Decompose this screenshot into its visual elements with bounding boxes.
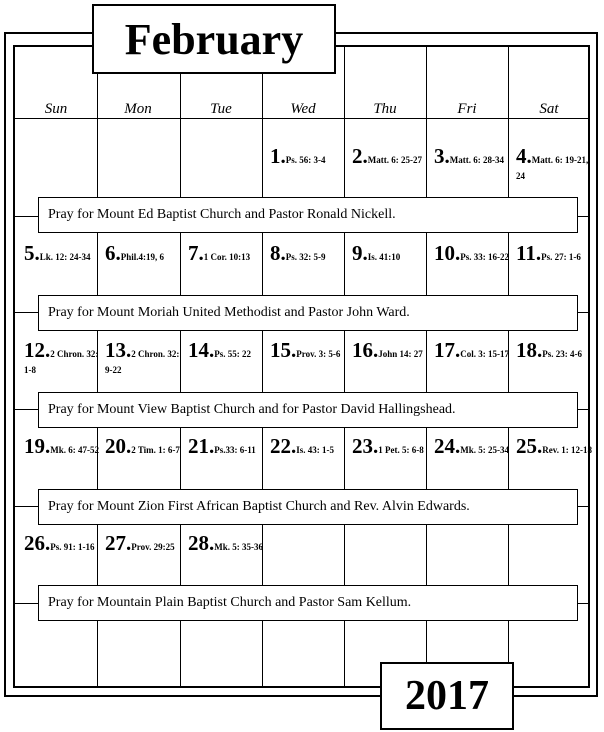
day-cell [516,340,596,361]
day-number: 15 [270,338,291,362]
scripture-reference: Phil.4:19, 6 [120,252,165,262]
day-number: 14 [188,338,209,362]
year-title: 2017 [380,662,514,730]
day-number: 2 [352,144,363,168]
day-separator: . [280,144,286,168]
day-separator: . [209,338,215,362]
day-separator: . [535,241,542,265]
day-cell [24,533,104,554]
day-cell [516,243,596,264]
scripture-reference: Prov. 3: 5-6 [296,349,341,359]
day-number: 11 [516,241,536,265]
day-cell [105,533,185,554]
prayer-banner-week-2: Pray for Mount Moriah United Methodist and Pastor John Ward. [38,295,578,331]
day-separator: . [455,241,461,265]
day-number: 17 [434,338,455,362]
scripture-reference: Ps. 27: 1-6 [541,252,581,262]
day-cell [188,340,268,361]
day-number: 13 [105,338,126,362]
day-number: 25 [516,434,537,458]
weekday-wed: Wed [290,101,316,117]
scripture-reference: Mk. 5: 35-36 [214,542,263,552]
day-number: 1 [270,144,281,168]
day-separator: . [280,241,286,265]
day-separator: . [362,241,368,265]
weekday-fri: Fri [457,101,477,117]
day-separator: . [198,241,204,265]
day-number: 26 [24,531,45,555]
day-number: 10 [434,241,455,265]
day-separator: . [209,531,215,555]
day-number: 16 [352,338,373,362]
weekday-sat: Sat [539,101,559,117]
day-cell [105,243,185,264]
weekday-sun: Sun [44,101,68,117]
day-separator: . [444,144,450,168]
weekday-mon: Mon [124,101,152,117]
scripture-reference: 1 Pet. 5: 6-8 [378,445,424,455]
scripture-reference: 2 Tim. 1: 6-7 [131,445,180,455]
day-cell [188,436,268,457]
day-number: 3 [434,144,445,168]
day-cell [24,340,104,377]
day-separator: . [362,144,368,168]
day-cell [352,340,432,361]
day-cell [24,243,104,264]
day-separator: . [291,338,297,362]
day-cell [516,146,596,183]
scripture-reference: Ps. 32: 5-9 [285,252,326,262]
day-separator: . [126,338,132,362]
day-separator: . [45,338,51,362]
day-separator: . [537,338,543,362]
prayer-banner-week-3: Pray for Mount View Baptist Church and for Pastor David Hallingshead. [38,392,578,428]
day-number: 24 [434,434,455,458]
day-number: 6 [105,241,116,265]
day-number: 8 [270,241,281,265]
day-cell [352,243,432,264]
day-cell [270,436,350,457]
day-number: 22 [270,434,291,458]
day-separator: . [291,434,297,458]
day-number: 5 [24,241,35,265]
day-number: 12 [24,338,45,362]
day-cell [352,146,432,167]
day-separator: . [526,144,532,168]
day-cell [352,436,432,457]
day-cell [270,340,350,361]
day-number: 21 [188,434,209,458]
scripture-reference: Mk. 6: 47-52 [50,445,99,455]
prayer-banner-week-5: Pray for Mountain Plain Baptist Church and Pastor Sam Kellum. [38,585,578,621]
scripture-reference: Col. 3: 15-17 [460,349,509,359]
scripture-reference: Lk. 12: 24-34 [39,252,91,262]
scripture-reference: John 14: 27 [378,349,423,359]
day-separator: . [209,434,215,458]
day-cell [270,243,350,264]
weekday-tue: Tue [210,101,232,117]
scripture-reference: Is. 43: 1-5 [296,445,334,455]
day-cell [434,436,514,457]
scripture-reference: Matt. 6: 28-34 [449,155,504,165]
day-number: 7 [188,241,199,265]
scripture-reference: Ps. 33: 16-22 [460,252,509,262]
prayer-banner-week-4: Pray for Mount Zion First African Baptist Church and Rev. Alvin Edwards. [38,489,578,525]
day-number: 19 [24,434,45,458]
scripture-reference: Matt. 6: 25-27 [367,155,422,165]
scripture-reference: Ps. 55: 22 [214,349,251,359]
day-separator: . [373,338,379,362]
scripture-reference: Ps. 91: 1-16 [50,542,95,552]
day-separator: . [126,434,132,458]
day-number: 4 [516,144,527,168]
scripture-reference: Ps. 56: 3-4 [285,155,326,165]
scripture-reference: 2 Chron. 32: 9-22 [105,349,180,375]
day-number: 18 [516,338,537,362]
day-separator: . [45,434,51,458]
day-number: 27 [105,531,126,555]
day-cell [105,340,185,377]
prayer-banner-week-1: Pray for Mount Ed Baptist Church and Pastor Ronald Nickell. [38,197,578,233]
day-number: 23 [352,434,373,458]
scripture-reference: Is. 41:10 [367,252,401,262]
grid-divider [13,118,590,119]
day-separator: . [455,338,461,362]
day-cell [434,243,514,264]
day-cell [434,340,514,361]
scripture-reference: 2 Chron. 32: 1-8 [24,349,99,375]
day-cell [516,436,596,457]
day-cell [188,243,268,264]
month-title: February [92,4,336,74]
day-number: 28 [188,531,209,555]
day-separator: . [34,241,40,265]
scripture-reference: Prov. 29:25 [131,542,175,552]
scripture-reference: Matt. 6: 19-21, 24 [516,155,589,181]
day-separator: . [126,531,132,555]
scripture-reference: 1 Cor. 10:13 [203,252,251,262]
day-cell [434,146,514,167]
day-separator: . [373,434,379,458]
weekday-thu: Thu [373,101,397,117]
scripture-reference: Rev. 1: 12-18 [542,445,592,455]
day-separator: . [537,434,543,458]
scripture-reference: Ps. 23: 4-6 [542,349,582,359]
day-cell [270,146,350,167]
day-number: 20 [105,434,126,458]
day-cell [24,436,104,457]
day-separator: . [115,241,121,265]
day-number: 9 [352,241,363,265]
day-cell [105,436,185,457]
scripture-reference: Mk. 5: 25-34 [460,445,509,455]
day-separator: . [455,434,461,458]
day-cell [188,533,268,554]
day-separator: . [45,531,51,555]
scripture-reference: Ps.33: 6-11 [214,445,256,455]
